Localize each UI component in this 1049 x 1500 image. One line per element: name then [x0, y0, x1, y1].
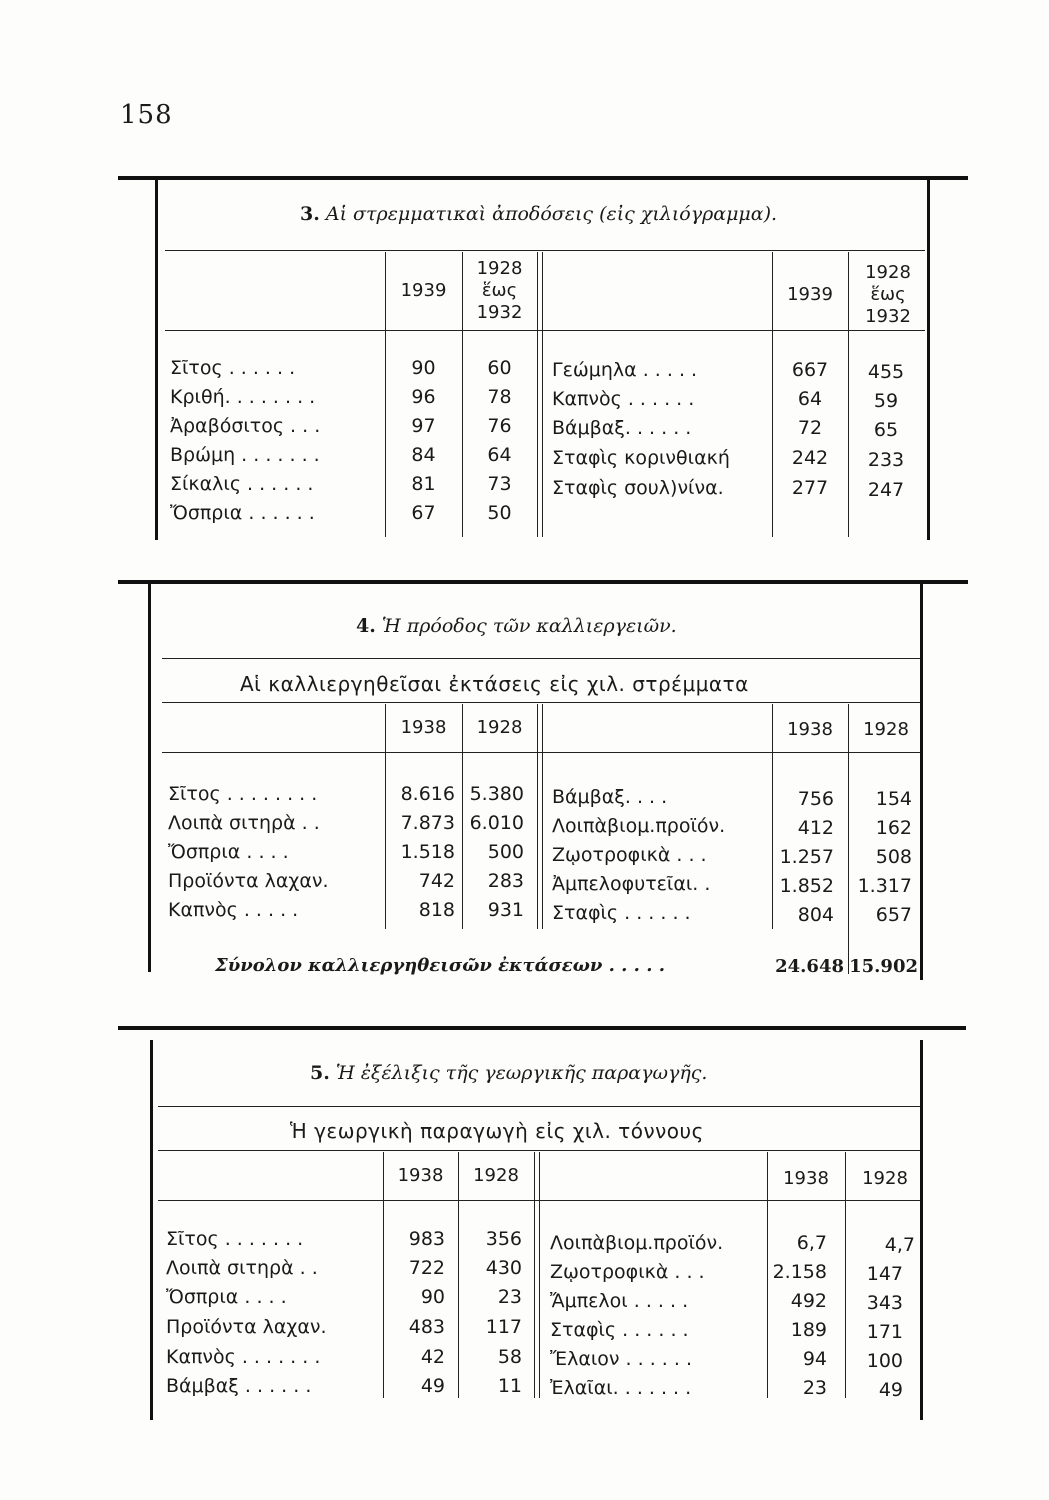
table-cell: 6.010 — [469, 812, 524, 834]
table-row-label: Βάμβαξ. . . . . . — [552, 417, 692, 439]
header-top-rule — [165, 250, 925, 251]
subtitle-top-rule — [158, 1106, 920, 1107]
table-row-label: Ἄμπελοι . . . . . — [550, 1290, 689, 1312]
table-cell: 2.158 — [772, 1261, 827, 1283]
table-row-label: Λοιπὰ σιτηρὰ . . — [168, 812, 320, 834]
table-cell: 233 — [867, 449, 905, 471]
table-cell: 283 — [487, 870, 524, 892]
table-cell: 90 — [420, 1286, 445, 1308]
table-cell: 73 — [487, 473, 512, 495]
table-cell: 147 — [866, 1263, 903, 1285]
table-cell: 84 — [411, 444, 436, 466]
table-row-label: Σταφὶς . . . . . . — [550, 1319, 689, 1341]
table-cell: 1.852 — [779, 875, 834, 897]
table-cell: 64 — [487, 444, 512, 466]
table-row-label: Καπνὸς . . . . . — [168, 899, 299, 921]
table-cell: 277 — [791, 477, 829, 499]
table-cell: 412 — [797, 817, 834, 839]
table-row-label: Καπνὸς . . . . . . . — [166, 1346, 321, 1368]
page-number: 158 — [120, 100, 173, 130]
table-cell: 65 — [873, 419, 899, 441]
total-1938: 24.648 — [775, 956, 844, 977]
header-1928: 1928 — [476, 717, 523, 738]
right-border — [920, 1040, 923, 1420]
table-cell: 49 — [878, 1379, 903, 1401]
col-divider — [537, 704, 538, 929]
header-bottom-rule — [165, 330, 925, 331]
table-row-label: Ὄσπρια . . . . . . — [170, 502, 315, 524]
table-row-label: Βάμβαξ . . . . . . — [166, 1375, 312, 1397]
table-cell: 60 — [487, 357, 512, 379]
table-cell: 97 — [411, 415, 436, 437]
table-cell: 58 — [497, 1346, 522, 1368]
table-cell: 983 — [408, 1228, 445, 1250]
header-1938: 1938 — [397, 1165, 444, 1186]
table-row-label: Ζῳοτροφικὰ . . . — [550, 1261, 705, 1283]
table-cell: 1.518 — [400, 841, 455, 863]
table-cell: 50 — [487, 502, 512, 524]
top-rule — [118, 580, 968, 584]
top-rule — [118, 176, 968, 180]
section-4-subtitle: Αἱ καλλιεργηθεῖσαι ἐκτάσεις εἰς χιλ. στρέμματα — [240, 672, 749, 696]
table-cell: 117 — [485, 1316, 522, 1338]
col-divider — [534, 1152, 535, 1398]
table-cell: 483 — [408, 1316, 445, 1338]
table-cell: 7.873 — [400, 812, 455, 834]
table-cell: 154 — [875, 788, 912, 810]
table-cell: 818 — [418, 899, 455, 921]
table-cell: 1.317 — [857, 875, 912, 897]
left-border — [155, 178, 158, 540]
section-4-title: 4. Ἡ πρόοδος τῶν καλλιεργειῶν. — [356, 615, 677, 637]
left-border — [148, 582, 151, 972]
table-cell: 1.257 — [779, 846, 834, 868]
header-1928-right: 1928 — [862, 1168, 908, 1189]
header-1939-right: 1939 — [787, 284, 833, 305]
subtitle-top-rule — [162, 658, 920, 659]
table-cell: 49 — [420, 1375, 445, 1397]
table-cell: 76 — [487, 415, 512, 437]
table-row-label: Καπνὸς . . . . . . — [552, 388, 695, 410]
header-1928: 1928 — [473, 1165, 519, 1186]
table-cell: 42 — [420, 1346, 445, 1368]
table-cell: 492 — [790, 1290, 827, 1312]
table-row-label: Σίκαλις . . . . . . — [170, 473, 314, 495]
section-3-title: 3. Αἱ στρεμματικαὶ ἀποδόσεις (εἰς χιλιόγραμμα). — [300, 203, 778, 225]
right-border — [920, 582, 923, 980]
table-row-label: Ἐλαῖαι. . . . . . . — [550, 1377, 692, 1399]
table-cell: 189 — [790, 1319, 827, 1341]
table-cell: 931 — [487, 899, 524, 921]
table-row-label: Σταφὶς σουλ)νίνα. — [552, 477, 724, 499]
table-row-label: Λοιπὰβιομ.προϊόν. — [550, 1232, 724, 1254]
col-divider — [848, 704, 849, 974]
header-1939: 1939 — [400, 280, 447, 301]
header-bottom-rule — [162, 752, 920, 753]
table-row-label: Ἀμπελοφυτεῖαι. . — [552, 873, 711, 895]
col-divider — [539, 1152, 540, 1398]
header-1938-right: 1938 — [783, 1168, 829, 1189]
table-row-label: Προϊόντα λαχαν. — [168, 870, 329, 892]
header-1928-1932-right: 1928 ἕως 1932 — [865, 262, 911, 327]
section-5-title: 5. Ἡ ἐξέλιξις τῆς γεωργικῆς παραγωγῆς. — [310, 1062, 708, 1084]
table-cell: 162 — [875, 817, 912, 839]
table-cell: 500 — [487, 841, 524, 863]
total-label: Σύνολον καλλιεργηθεισῶν ἐκτάσεων . . . . . — [215, 955, 665, 976]
table-cell: 4,7 — [884, 1234, 915, 1256]
table-row-label: Λοιπὰ σιτηρὰ . . — [166, 1257, 318, 1279]
table-cell: 171 — [866, 1321, 903, 1343]
total-1928: 15.902 — [849, 956, 918, 977]
table-row-label: Ζῳοτροφικὰ . . . — [552, 844, 707, 866]
table-row-label: Ὄσπρια . . . . — [166, 1286, 287, 1308]
table-row-label: Γεώμηλα . . . . . — [552, 359, 698, 381]
table-cell: 72 — [797, 417, 823, 439]
table-cell: 67 — [411, 502, 436, 524]
table-row-label: Ὄσπρια . . . . — [168, 841, 289, 863]
table-row-label: Βάμβαξ. . . . — [552, 786, 668, 808]
table-cell: 23 — [497, 1286, 522, 1308]
table-cell: 11 — [497, 1375, 522, 1397]
table-cell: 64 — [797, 388, 823, 410]
header-1928-1932: 1928 ἕως 1932 — [476, 258, 523, 323]
col-divider — [542, 704, 543, 929]
header-1938-right: 1938 — [787, 719, 833, 740]
table-row-label: Σῖτος . . . . . . . — [166, 1228, 304, 1250]
table-cell: 94 — [802, 1348, 827, 1370]
table-cell: 356 — [485, 1228, 522, 1250]
section-5-subtitle: Ἡ γεωργικὴ παραγωγὴ εἰς χιλ. τόννους — [290, 1119, 704, 1143]
table-cell: 247 — [867, 479, 905, 501]
table-row-label: Σῖτος . . . . . . — [170, 357, 296, 379]
table-cell: 657 — [875, 904, 912, 926]
table-row-label: Σταφὶς . . . . . . — [552, 902, 691, 924]
left-border — [150, 1040, 153, 1420]
table-cell: 722 — [408, 1257, 445, 1279]
header-top-rule — [162, 702, 920, 703]
table-row-label: Λοιπὰβιομ.προϊόν. — [552, 815, 726, 837]
top-rule — [118, 1026, 966, 1030]
table-cell: 756 — [797, 788, 834, 810]
header-1938: 1938 — [400, 717, 447, 738]
col-divider — [537, 252, 538, 537]
table-row-label: Βρώμη . . . . . . . — [170, 444, 320, 466]
table-cell: 90 — [411, 357, 436, 379]
table-row-label: Κριθή. . . . . . . . — [170, 386, 316, 408]
header-top-rule — [158, 1150, 920, 1151]
table-cell: 96 — [411, 386, 436, 408]
table-cell: 804 — [797, 904, 834, 926]
right-border — [927, 178, 930, 540]
table-cell: 430 — [485, 1257, 522, 1279]
table-cell: 100 — [866, 1350, 903, 1372]
table-row-label: Ἀραβόσιτος . . . — [170, 415, 321, 437]
table-cell: 78 — [487, 386, 512, 408]
table-row-label: Σῖτος . . . . . . . . — [168, 783, 318, 805]
table-cell: 742 — [418, 870, 455, 892]
col-divider — [542, 252, 543, 537]
table-cell: 508 — [875, 846, 912, 868]
table-cell: 5.380 — [469, 783, 524, 805]
table-cell: 242 — [791, 447, 829, 469]
table-cell: 81 — [411, 473, 436, 495]
header-1928-right: 1928 — [863, 719, 909, 740]
table-cell: 343 — [866, 1292, 903, 1314]
table-cell: 667 — [791, 359, 829, 381]
table-row-label: Σταφὶς κορινθιακή — [552, 447, 730, 469]
table-row-label: Ἔλαιον . . . . . . — [550, 1348, 692, 1370]
table-cell: 59 — [873, 390, 899, 412]
table-cell: 8.616 — [400, 783, 455, 805]
table-cell: 23 — [802, 1377, 827, 1399]
table-cell: 6,7 — [796, 1232, 827, 1254]
table-row-label: Προϊόντα λαχαν. — [166, 1316, 327, 1338]
table-cell: 455 — [867, 361, 905, 383]
